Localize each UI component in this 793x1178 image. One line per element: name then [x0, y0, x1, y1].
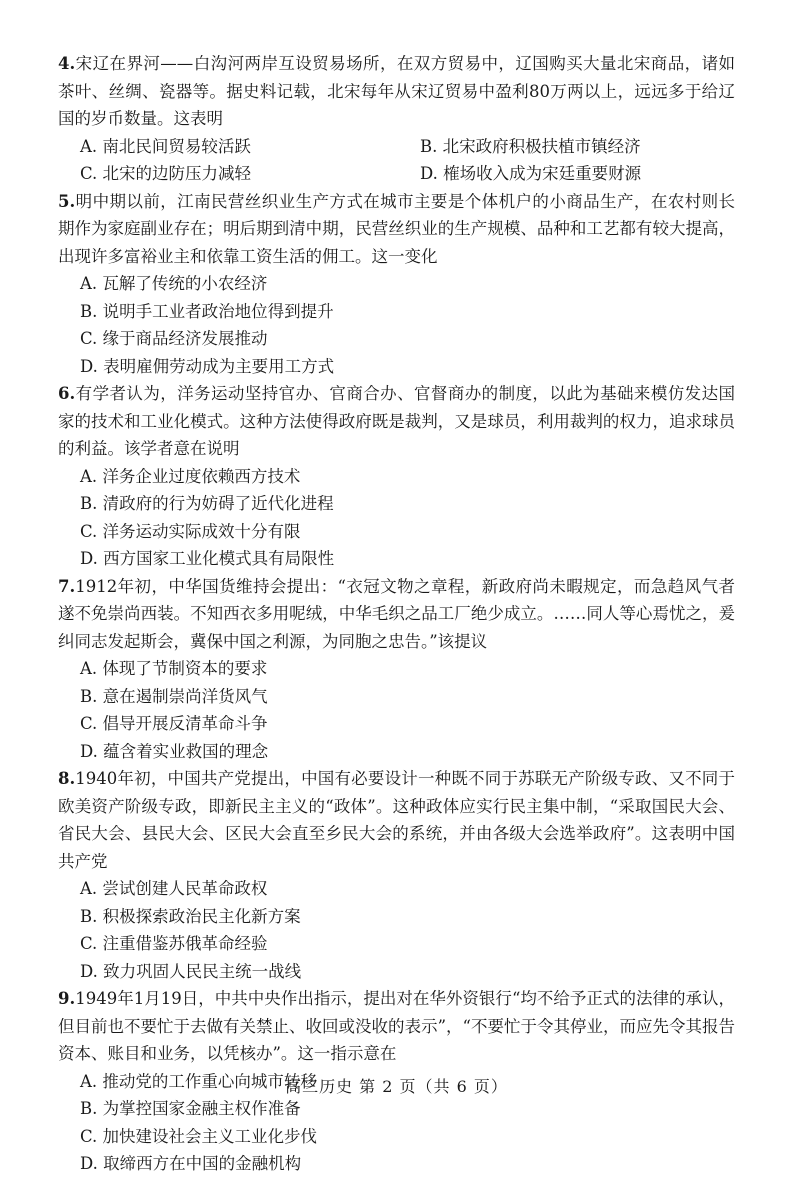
question-text: 宋辽在界河——白沟河两岸互设贸易场所，在双方贸易中，辽国购买大量北宋商品，诸如茶叶、丝绸、瓷器等。据史料记载，北宋每年从宋辽贸易中盈利80万两以上，远远多于给辽国的岁币数量。这表明	[58, 54, 735, 128]
answer-option: C. 倡导开展反清革命斗争	[80, 714, 268, 733]
answer-option: B. 清政府的行为妨碍了近代化进程	[80, 494, 334, 513]
question-text: 有学者认为，洋务运动坚持官办、官商合办、官督商办的制度，以此为基础来模仿发达国家的技术和工业化模式。这种方法使得政府既是裁判，又是球员，利用裁判的权力，追求球员的利益。该学者意在说明	[58, 384, 735, 458]
question-stem	[58, 573, 735, 656]
answer-options	[80, 875, 735, 985]
question	[58, 573, 735, 766]
question-text: 1949年1月19日，中共中央作出指示，提出对在华外资银行“均不给予正式的法律的承认，但目前也不要忙于去做有关禁止、收回或没收的表示”，“不要忙于令其停业，而应先令其报告资本、账目和业务，以凭核办”。这一指示意在	[58, 989, 735, 1063]
question-text: 1940年初，中国共产党提出，中国有必要设计一种既不同于苏联无产阶级专政、又不同于欧美资产阶级专政，即新民主主义的“政体”。这种政体应实行民主集中制，“采取国民大会、省民大会、县民大会、区民大会直至乡民大会的系统，并由各级大会选举政府”。这表明中国共产党	[58, 769, 735, 871]
answer-option: C. 注重借鉴苏俄革命经验	[80, 934, 268, 953]
question-text: 明中期以前，江南民营丝织业生产方式在城市主要是个体机户的小商品生产，在农村则长期作为家庭副业存在；明后期到清中期，民营丝织业的生产规模、品种和工艺都有较大提高，出现许多富裕业主和依靠工资生活的佣工。这一变化	[58, 191, 735, 266]
question-stem	[58, 188, 735, 271]
question-stem	[58, 380, 735, 463]
page-footer: 高三历史 第 2 页（共 6 页）	[285, 1077, 508, 1096]
answer-option: A. 体现了节制资本的要求	[80, 659, 268, 678]
question-number: 9.	[58, 989, 76, 1008]
answer-options	[80, 270, 735, 380]
answer-option: D. 取缔西方在中国的金融机构	[80, 1154, 302, 1173]
answer-option: D. 致力巩固人民民主统一战线	[80, 961, 302, 981]
answer-option: C. 加快建设社会主义工业化步伐	[80, 1126, 318, 1146]
answer-option: A. 推动党的工作重心向城市转移	[80, 1071, 317, 1091]
answer-option: D. 榷场收入成为宋廷重要财源	[420, 164, 642, 183]
question	[58, 765, 735, 985]
answer-option: A. 瓦解了传统的小农经济	[80, 274, 268, 293]
answer-option: C. 北宋的边防压力减轻	[80, 164, 252, 183]
question-stem	[58, 50, 735, 133]
answer-options	[80, 133, 735, 188]
question-text: 1912年初，中华国货维持会提出：“衣冠文物之章程，新政府尚未暇规定，而急趋风气者遂不免崇尚西装。不知西衣多用呢绒，中华毛织之品工厂绝少成立。……同人等心焉忧之，爰纠同志发起斯会，冀保中国之利源，为同胞之忠告。”该提议	[58, 576, 735, 651]
answer-option: B. 说明手工业者政治地位得到提升	[80, 301, 334, 321]
question-number: 6.	[58, 384, 76, 403]
question-stem	[58, 985, 735, 1068]
answer-option: B. 为掌控国家金融主权作准备	[80, 1099, 301, 1118]
question-number: 7.	[58, 576, 76, 596]
question-list	[58, 50, 735, 1178]
answer-option: D. 表明雇佣劳动成为主要用工方式	[80, 356, 335, 376]
answer-option: A. 洋务企业过度依赖西方技术	[80, 466, 301, 486]
answer-option: A. 尝试创建人民革命政权	[80, 879, 268, 898]
question-number: 5.	[58, 191, 76, 211]
answer-option: C. 缘于商品经济发展推动	[80, 329, 268, 348]
question-number: 8.	[58, 769, 76, 788]
answer-option: B. 意在遏制崇尚洋货风气	[80, 686, 268, 706]
answer-option: A. 南北民间贸易较活跃	[80, 136, 251, 156]
answer-option: B. 北宋政府积极扶植市镇经济	[420, 136, 641, 156]
answer-option: C. 洋务运动实际成效十分有限	[80, 521, 301, 541]
question	[58, 50, 735, 188]
answer-option: D. 蕴含着实业救国的理念	[80, 741, 269, 761]
question-stem	[58, 765, 735, 875]
question	[58, 188, 735, 381]
answer-options	[80, 463, 735, 573]
question-number: 4.	[58, 54, 76, 73]
answer-option: D. 西方国家工业化模式具有局限性	[80, 549, 335, 568]
answer-options	[80, 655, 735, 765]
answer-option: B. 积极探索政治民主化新方案	[80, 906, 301, 926]
question	[58, 380, 735, 573]
